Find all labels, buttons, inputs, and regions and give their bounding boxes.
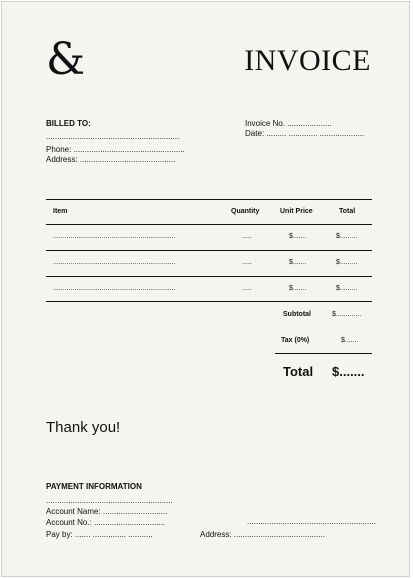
total-rule bbox=[275, 353, 372, 354]
row2-item: ............................................................... bbox=[53, 259, 176, 266]
row1-rule bbox=[46, 250, 372, 251]
table-header-rule bbox=[46, 224, 372, 225]
row3-quantity: ..... bbox=[242, 285, 252, 292]
row1-quantity: ..... bbox=[242, 233, 252, 240]
row2-unit-price: $....... bbox=[289, 259, 307, 266]
row2-rule bbox=[46, 276, 372, 277]
col-header-item: Item bbox=[53, 208, 68, 215]
ampersand-logo: & bbox=[46, 34, 86, 85]
billed-to-address: Address: ........................................... bbox=[46, 155, 176, 164]
payment-account-name: Account Name: ............................. bbox=[46, 507, 168, 516]
billed-to-name-line: ............................................................ bbox=[46, 132, 180, 141]
row3-item: ............................................................... bbox=[53, 285, 176, 292]
signature-line: .......................................................... bbox=[247, 517, 376, 526]
row1-total: $......... bbox=[336, 233, 358, 240]
row3-unit-price: $....... bbox=[289, 285, 307, 292]
total-value: $....... bbox=[332, 364, 365, 379]
invoice-page bbox=[1, 1, 410, 577]
subtotal-value: $............. bbox=[332, 311, 362, 318]
row1-unit-price: $....... bbox=[289, 233, 307, 240]
thank-you-note: Thank you! bbox=[46, 419, 121, 436]
invoice-number: Invoice No. .................... bbox=[245, 119, 332, 128]
tax-label: Tax (0%) bbox=[281, 337, 310, 344]
invoice-title: INVOICE bbox=[244, 44, 371, 77]
table-bottom-rule bbox=[46, 301, 372, 302]
tax-value: $....... bbox=[341, 337, 359, 344]
row2-quantity: ..... bbox=[242, 259, 252, 266]
payment-info-heading: PAYMENT INFORMATION bbox=[46, 482, 142, 491]
payment-bank-line: ......................................................... bbox=[46, 496, 173, 505]
invoice-date: Date: ......... ............. .................... bbox=[245, 129, 365, 138]
col-header-unit-price: Unit Price bbox=[280, 208, 313, 215]
col-header-quantity: Quantity bbox=[231, 208, 260, 215]
row2-total: $......... bbox=[336, 259, 358, 266]
total-label: Total bbox=[283, 364, 314, 379]
payment-pay-by: Pay by: ....... ............... ........... bbox=[46, 530, 153, 539]
subtotal-label: Subtotal bbox=[283, 311, 311, 318]
row3-total: $......... bbox=[336, 285, 358, 292]
billed-to-label: BILLED TO: bbox=[46, 119, 91, 128]
table-top-rule bbox=[46, 199, 372, 200]
payment-address: Address: ......................................... bbox=[200, 530, 325, 539]
col-header-total: Total bbox=[339, 208, 356, 215]
payment-account-number: Account No.: ................................ bbox=[46, 518, 166, 527]
billed-to-phone: Phone: .................................................. bbox=[46, 145, 185, 154]
row1-item: ............................................................... bbox=[53, 233, 176, 240]
